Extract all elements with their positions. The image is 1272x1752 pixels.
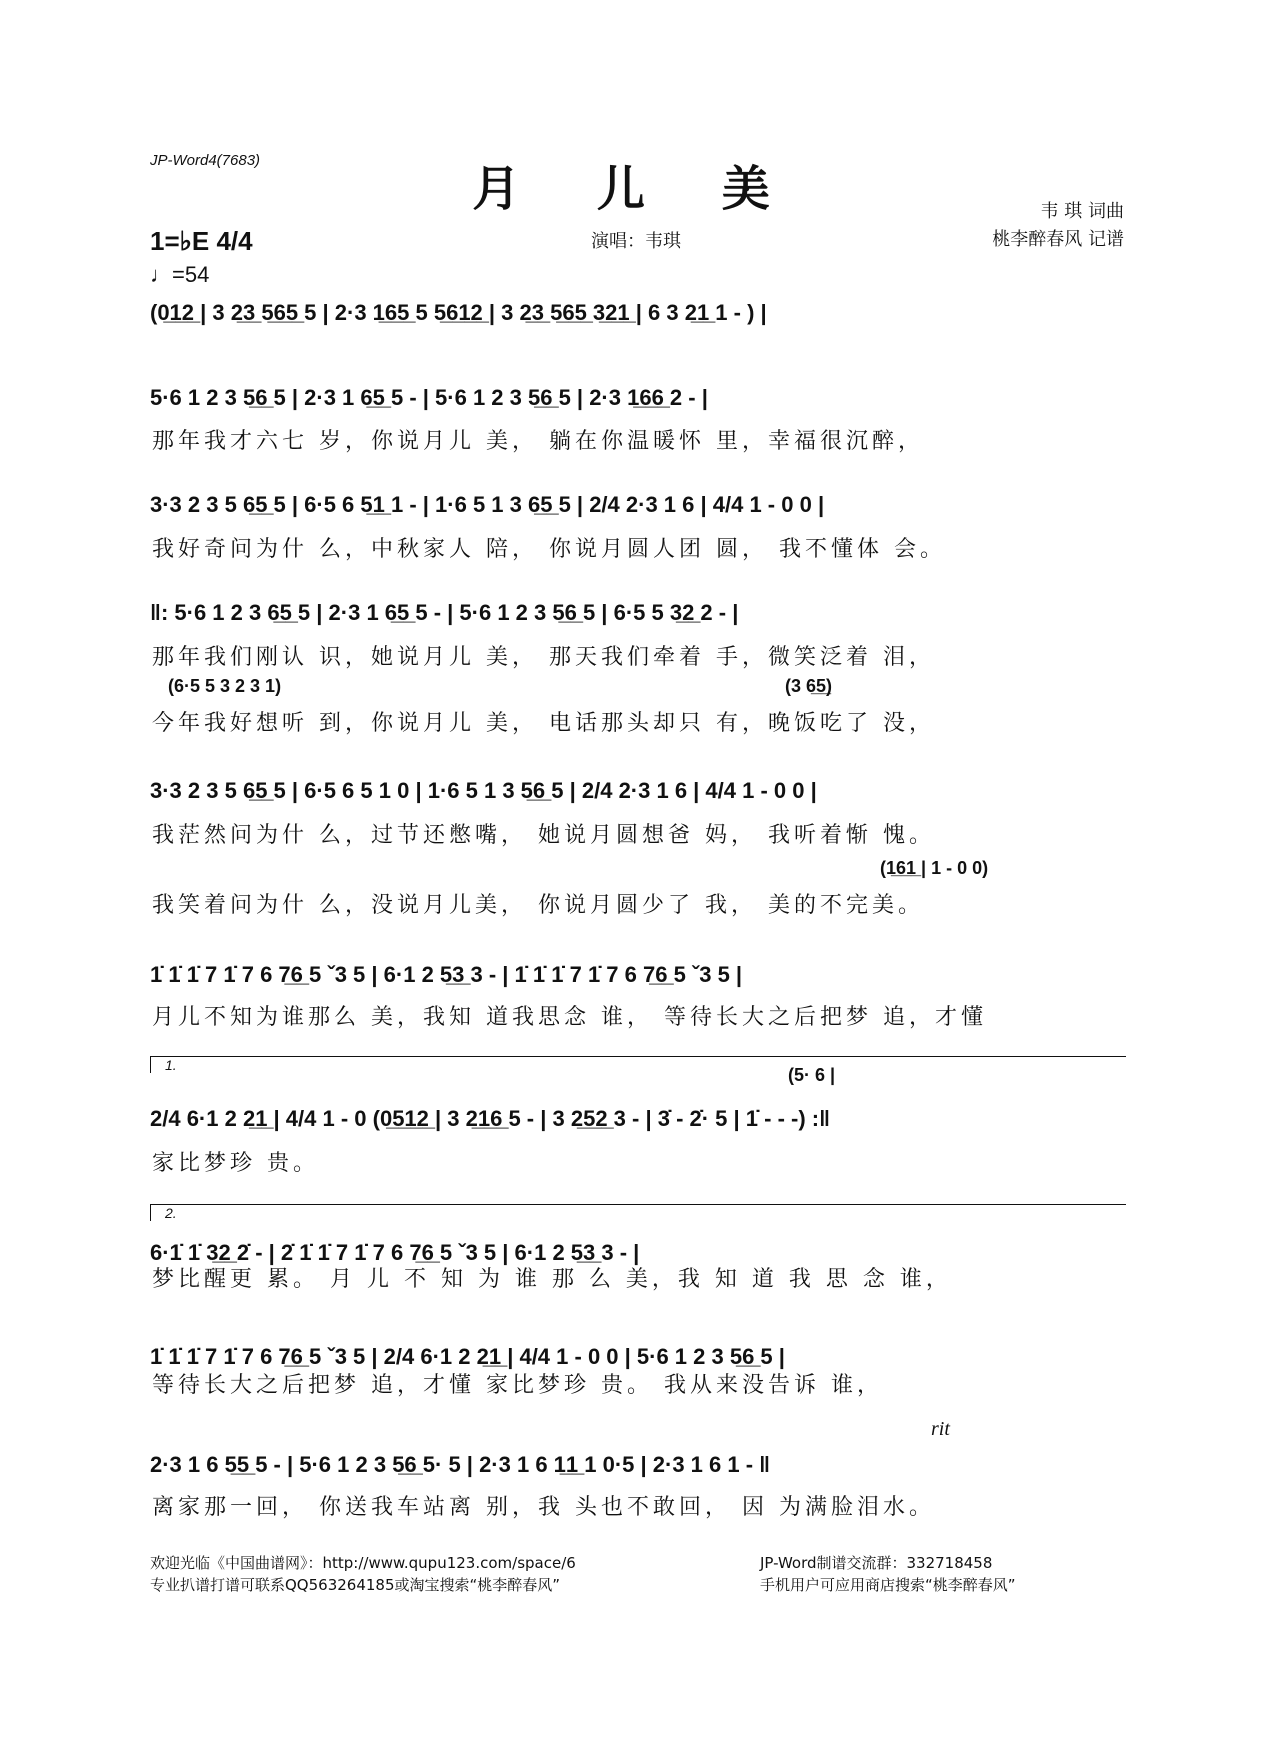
alt-melody-note: (6·5 5 3 2 3 1) (168, 676, 282, 696)
melody-line: ‖: 5·6 1 2 3 6̲5̲ 5 | 2·3 1 6̲5̲ 5 - | 5·6 1 2 3 5̲6̲ 5 | 6·5 5 3̲2̲ 2 - | (150, 600, 739, 625)
melody-line: 6·1̇ 1̇ 3̲2̲ 2̇ - | 2̇ 1̇ 1̇ 7 1̇ 7 6 7̲6̲ 5 ˇ3 5 | 6·1 2 5̲3̲ 3 - | (150, 1240, 640, 1265)
alt-melody-note: (5· 6 | (788, 1065, 836, 1085)
alt-melody-note: (1̲6̲1̲ | 1 - 0 0) (880, 858, 989, 878)
footer-contact: 专业扒谱打谱可联系QQ563264185或淘宝搜索“桃李醉春风” (150, 1576, 561, 1594)
song-title: 月 儿 美 (472, 161, 800, 217)
melody-line: 2/4 6·1 2 2̲1̲ | 4/4 1 - 0 (0̲5̲1̲2̲ | 3 2̲1̲6̲ 5 - | 3 2̲5̲2̲ 3 - | 3̇ - 2̇· 5 | 1̇ - - -) :‖ (150, 1106, 831, 1131)
melody-line: 5·6 1 2 3 5̲6̲ 5 | 2·3 1 6̲5̲ 5 - | 5·6 1 2 3 5̲6̲ 5 | 2·3 1̲6̲6̲ 2 - | (150, 385, 708, 410)
lyrics-line: 那年我们刚认 识，她说月儿 美， 那天我们牵着 手，微笑泛着 泪， (152, 645, 935, 670)
lyrics-line: 离家那一回， 你送我车站离 别，我 头也不敢回， 因 为满脸泪水。 (152, 1495, 935, 1520)
footer-right (760, 1552, 1016, 1596)
lyrics-line-verse2: 我笑着问为什 么，没说月儿美， 你说月圆少了 我， 美的不完美。 (152, 893, 924, 918)
transcriber-credit: 桃李醉春风 记谱 (992, 229, 1124, 250)
melody-line: 2·3 1 6 5̲5̲ 5 - | 5·6 1 2 3 5̲6̲ 5· 5 | 2·3 1 6 1̲1̲ 1 0·5 | 2·3 1 6 1 - ‖ (150, 1452, 771, 1477)
footer-app-search: 手机用户可应用商店搜索“桃李醉春风” (760, 1576, 1016, 1594)
footer-left (150, 1552, 576, 1596)
alt-melody-note: (3 6̲5̲) (785, 676, 833, 696)
lyrics-line: 梦比醒更 累。 月 儿 不 知 为 谁 那 么 美，我 知 道 我 思 念 谁， (152, 1267, 952, 1292)
lyrics-line: 我茫然问为什 么，过节还憋嘴， 她说月圆想爸 妈， 我听着惭 愧。 (152, 823, 935, 848)
tempo-marking: ♩=54 (150, 262, 210, 287)
key-signature: 1=♭E 4/4 (150, 226, 253, 256)
lyrics-line: 月儿不知为谁那么 美，我知 道我思念 谁， 等待长大之后把梦 追，才懂 (152, 1005, 987, 1030)
composer-credit: 韦 琪 词曲 (1040, 201, 1124, 222)
software-label: JP-Word4(7683) (150, 152, 261, 169)
lyrics-line-verse2: 今年我好想听 到，你说月儿 美， 电话那头却只 有，晚饭吃了 没， (152, 711, 935, 736)
lyrics-line: 那年我才六七 岁，你说月儿 美， 躺在你温暖怀 里，幸福很沉醉， (152, 429, 924, 454)
melody-line: 1̇ 1̇ 1̇ 7 1̇ 7 6 7̲6̲ 5 ˇ3 5 | 2/4 6·1 2 2̲1̲ | 4/4 1 - 0 0 | 5·6 1 2 3 5̲6̲ 5 | (150, 1344, 785, 1369)
volta-bracket-1: 1. (150, 1056, 1126, 1073)
ritardando-mark: rit (931, 1418, 950, 1440)
lyrics-line: 等待长大之后把梦 追，才懂 家比梦珍 贵。 我从来没告诉 谁， (152, 1373, 883, 1398)
melody-line: 3·3 2 3 5 6̲5̲ 5 | 6·5 6 5̲1̲ 1 - | 1·6 5 1 3 6̲5̲ 5 | 2/4 2·3 1 6 | 4/4 1 - 0 0 | (150, 492, 825, 517)
volta-bracket-2: 2. (150, 1204, 1126, 1221)
lyrics-line: 我好奇问为什 么，中秋家人 陪， 你说月圆人团 圆， 我不懂体 会。 (152, 537, 946, 562)
lyrics-line: 家比梦珍 贵。 (152, 1151, 319, 1176)
singer: 演唱：韦琪 (591, 231, 681, 252)
melody-line: (0̲1̲2̲ | 3 2̲3̲ 5̲6̲5̲ 5 | 2·3 1̲6̲5̲ 5 5̲6̲1̲2̲ | 3 2̲3̲ 5̲6̲5̲ 3̲2̲1̲ | 6 3 2̲1̲ 1 - ) | (150, 300, 767, 325)
footer-website: 欢迎光临《中国曲谱网》：http://www.qupu123.com/space/6 (150, 1554, 576, 1572)
footer-group: JP-Word制谱交流群：332718458 (760, 1554, 993, 1572)
melody-line: 1̇ 1̇ 1̇ 7 1̇ 7 6 7̲6̲ 5 ˇ3 5 | 6·1 2 5̲3̲ 3 - | 1̇ 1̇ 1̇ 7 1̇ 7 6 7̲6̲ 5 ˇ3 5 | (150, 962, 743, 987)
melody-line: 3·3 2 3 5 6̲5̲ 5 | 6·5 6 5 1 0 | 1·6 5 1 3 5̲6̲ 5 | 2/4 2·3 1 6 | 4/4 1 - 0 0 | (150, 778, 817, 803)
